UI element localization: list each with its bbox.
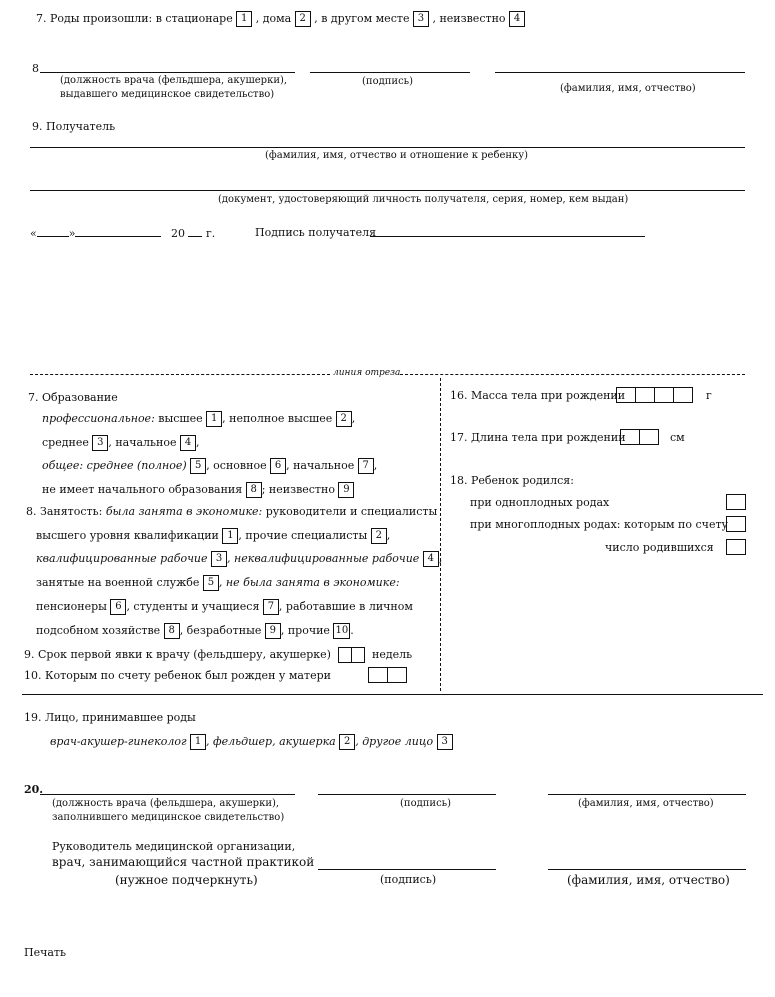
employment-row-5: пенсионеры 6 , студенты и учащиеся 7 , работавшие в личном: [36, 600, 413, 613]
edu-checkbox-1[interactable]: 1: [206, 411, 222, 427]
emp-checkbox-10[interactable]: 10: [333, 623, 350, 639]
recipient-line[interactable]: [30, 147, 745, 148]
emp-checkbox-9[interactable]: 9: [265, 623, 281, 639]
employment-row-3: квалифицированные рабочие 3 , неквалифицированные рабочие 4 ,: [36, 552, 443, 565]
head-signature-line[interactable]: [318, 869, 496, 870]
edu-checkbox-3[interactable]: 3: [92, 435, 108, 451]
birth-length-unit: см: [670, 431, 685, 444]
filler-position-line[interactable]: [40, 794, 295, 795]
birth-place-label: 7. Роды произошли: в стационаре: [36, 12, 233, 25]
emp-checkbox-7[interactable]: 7: [263, 599, 279, 615]
education-title: 7. Образование: [28, 391, 118, 404]
birth-place-row: 7. Роды произошли: в стационаре 1 , дома 2 , в другом месте 3 , неизвестно 4: [36, 11, 525, 27]
checkbox-unknown[interactable]: 4: [509, 11, 525, 27]
cut-line-left: [30, 374, 330, 375]
head-title-1: Руководитель медицинской организации,: [52, 840, 296, 853]
position-caption: (должность врача (фельдшера, акушерки),: [60, 75, 288, 86]
employment-row-1: 8. Занятость: была занята в экономике: руководители и специалисты: [26, 505, 438, 518]
born-multiple-label: при многоплодных родах: которым по счету: [470, 518, 729, 531]
date-field: « » 20 г.: [30, 227, 216, 240]
edu-checkbox-6[interactable]: 6: [270, 458, 286, 474]
document-line[interactable]: [30, 190, 745, 191]
filler-position-caption-2: заполнившего медицинское свидетельство): [52, 812, 285, 823]
document-caption: (документ, удостоверяющий личность получателя, серия, номер, кем выдан): [218, 194, 629, 205]
cut-line-label: линия отреза: [333, 368, 401, 378]
underline-note: (нужное подчеркнуть): [115, 873, 258, 887]
item8-number: 8: [32, 62, 39, 75]
delivered-by-row: врач-акушер-гинеколог 1 , фельдшер, акушерка 2 , другое лицо 3: [50, 734, 453, 750]
checkbox-hospital[interactable]: 1: [236, 11, 252, 27]
delivered-by-checkbox-2[interactable]: 2: [339, 734, 355, 750]
delivered-by-checkbox-3[interactable]: 3: [437, 734, 453, 750]
item20-number: 20.: [24, 783, 44, 796]
filler-signature-caption: (подпись): [400, 798, 452, 809]
emp-checkbox-8[interactable]: 8: [164, 623, 180, 639]
signature-caption: (подпись): [362, 76, 414, 87]
filler-name-line[interactable]: [548, 794, 746, 795]
born-title: 18. Ребенок родился:: [450, 474, 574, 487]
education-row-4: не имеет начального образования 8 ; неизвестно 9: [42, 482, 354, 498]
edu-checkbox-9[interactable]: 9: [338, 482, 354, 498]
head-name-line[interactable]: [548, 869, 746, 870]
recipient-signature-label: Подпись получателя: [255, 226, 377, 239]
name-caption: (фамилия, имя, отчество): [560, 83, 696, 94]
first-visit-weeks-input[interactable]: [338, 647, 364, 663]
filler-position-caption: (должность врача (фельдшера, акушерки),: [52, 798, 280, 809]
head-signature-caption: (подпись): [380, 873, 437, 886]
employment-row-4: занятые на военной службе 5 , не была занята в экономике:: [36, 576, 400, 589]
date-day-input[interactable]: [37, 226, 69, 237]
born-count-label: число родившихся: [605, 541, 714, 554]
edu-checkbox-5[interactable]: 5: [190, 458, 206, 474]
filler-name-caption: (фамилия, имя, отчество): [578, 798, 714, 809]
birth-length-input[interactable]: [620, 429, 658, 445]
employment-row-2: высшего уровня квалификации 1 , прочие специалисты 2 ,: [36, 529, 391, 542]
born-single-checkbox[interactable]: [726, 494, 746, 510]
filler-signature-line[interactable]: [318, 794, 496, 795]
born-single-label: при одноплодных родах: [470, 496, 610, 509]
born-count-input[interactable]: [726, 539, 746, 555]
education-row-1: профессиональное: высшее 1 , неполное высшее 2 ,: [42, 412, 356, 425]
stamp-label: Печать: [24, 946, 67, 959]
emp-checkbox-4[interactable]: 4: [423, 551, 439, 567]
emp-checkbox-1[interactable]: 1: [222, 528, 238, 544]
born-multiple-order-input[interactable]: [726, 516, 746, 532]
head-title-2: врач, занимающийся частной практикой: [52, 855, 315, 869]
edu-checkbox-4[interactable]: 4: [180, 435, 196, 451]
signature-line[interactable]: [310, 72, 470, 73]
recipient-label: 9. Получатель: [32, 120, 116, 133]
emp-checkbox-3[interactable]: 3: [211, 551, 227, 567]
emp-checkbox-6[interactable]: 6: [110, 599, 126, 615]
column-divider: [440, 378, 441, 691]
cut-line-right: [400, 374, 745, 375]
education-row-3: общее: среднее (полное) 5 , основное 6 , начальное 7 ,: [42, 459, 378, 472]
section-separator: [22, 694, 763, 695]
date-year-input[interactable]: [188, 226, 202, 237]
birth-order-label: 10. Которым по счету ребенок был рожден у матери: [24, 669, 331, 682]
edu-checkbox-2[interactable]: 2: [336, 411, 352, 427]
position-caption-2: выдавшего медицинское свидетельство): [60, 89, 275, 100]
checkbox-home[interactable]: 2: [295, 11, 311, 27]
head-name-caption: (фамилия, имя, отчество): [567, 873, 730, 887]
edu-checkbox-8[interactable]: 8: [246, 482, 262, 498]
birth-weight-input[interactable]: [616, 387, 692, 403]
birth-order-input[interactable]: [368, 667, 406, 683]
name-line[interactable]: [495, 72, 745, 73]
birth-weight-unit: г: [706, 389, 712, 402]
position-line[interactable]: [40, 72, 295, 73]
recipient-signature-line[interactable]: [370, 236, 645, 237]
delivered-by-checkbox-1[interactable]: 1: [190, 734, 206, 750]
employment-row-6: подсобном хозяйстве 8 , безработные 9 , прочие 10 .: [36, 624, 354, 637]
education-row-2: среднее 3 , начальное 4 ,: [42, 436, 200, 449]
date-month-input[interactable]: [75, 226, 161, 237]
edu-checkbox-7[interactable]: 7: [358, 458, 374, 474]
emp-checkbox-5[interactable]: 5: [203, 575, 219, 591]
recipient-caption: (фамилия, имя, отчество и отношение к ребенку): [265, 150, 529, 161]
delivered-by-title: 19. Лицо, принимавшее роды: [24, 711, 196, 724]
checkbox-other-place[interactable]: 3: [413, 11, 429, 27]
emp-checkbox-2[interactable]: 2: [371, 528, 387, 544]
birth-length-label: 17. Длина тела при рождении: [450, 431, 626, 444]
first-visit-row: 9. Срок первой явки к врачу (фельдшеру, акушерке) недель: [24, 648, 413, 661]
birth-weight-label: 16. Масса тела при рождении: [450, 389, 626, 402]
